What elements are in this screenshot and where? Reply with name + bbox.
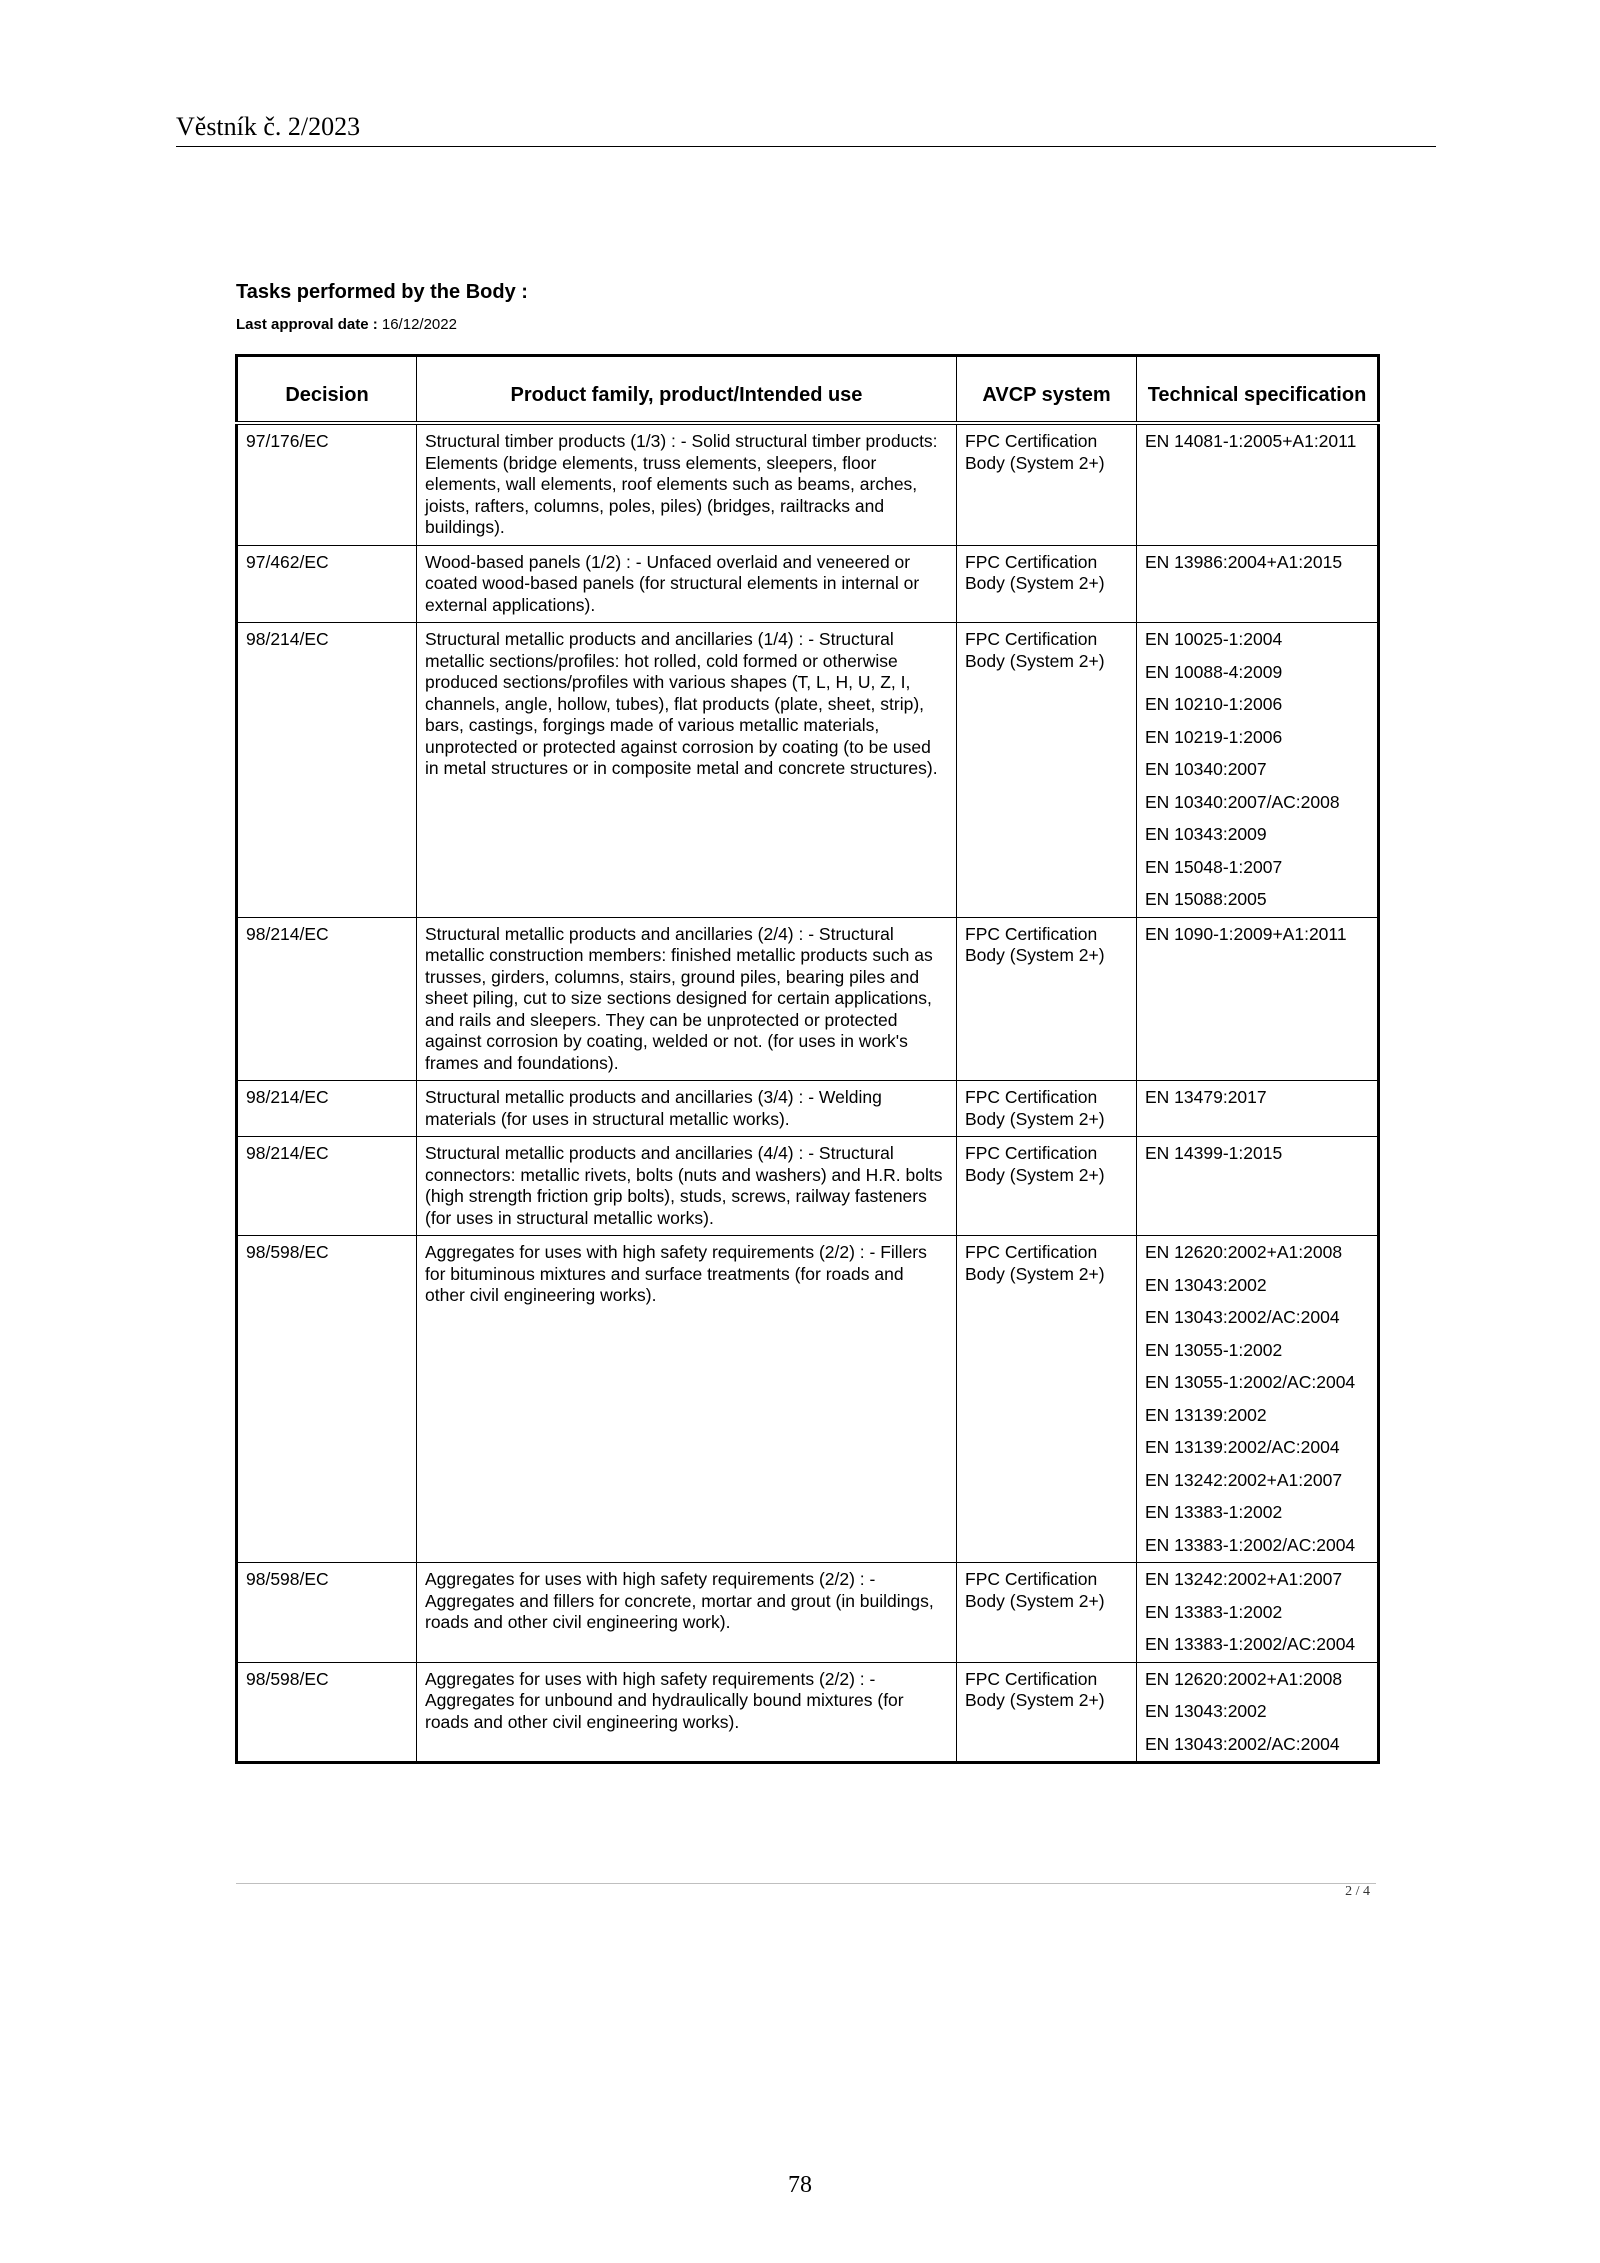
- table-row: [237, 1081, 1379, 1137]
- table-row: [237, 1137, 1379, 1236]
- product-cell: Aggregates for uses with high safety requirements (2/2) : - Aggregates and fillers for concrete, mortar and grout (in buildings, roads and other civil engineering work).: [417, 1563, 957, 1663]
- specification-item: EN 10340:2007/AC:2008: [1145, 791, 1340, 812]
- specification-item: EN 13043:2002/AC:2004: [1145, 1307, 1340, 1327]
- table-row: [237, 545, 1379, 623]
- avcp-cell: FPC Certification Body (System 2+): [957, 1137, 1137, 1236]
- technical-specification-cell: [1137, 545, 1379, 623]
- column-header-technical-specification: Technical specification: [1137, 356, 1379, 424]
- avcp-cell: FPC Certification Body (System 2+): [957, 1662, 1137, 1763]
- tasks-table-body: [237, 423, 1379, 1763]
- technical-specification-cell: [1137, 917, 1379, 1081]
- avcp-cell: FPC Certification Body (System 2+): [957, 1236, 1137, 1563]
- specification-item: EN 12620:2002+A1:2008: [1145, 1242, 1343, 1262]
- product-cell: Wood-based panels (1/2) : - Unfaced overlaid and veneered or coated wood-based panels (for structural elements in internal or external applications).: [417, 545, 957, 623]
- specification-item: EN 13139:2002/AC:2004: [1145, 1437, 1340, 1457]
- footer-divider: [236, 1883, 1376, 1884]
- specification-item: EN 10219-1:2006: [1145, 726, 1283, 747]
- specification-item: EN 1090-1:2009+A1:2011: [1145, 923, 1347, 944]
- technical-specification-cell: [1137, 1662, 1379, 1763]
- table-row: [237, 623, 1379, 918]
- specification-item: EN 13043:2002: [1145, 1274, 1267, 1295]
- decision-cell: 98/598/EC: [237, 1236, 417, 1563]
- column-header-product: Product family, product/Intended use: [417, 356, 957, 424]
- decision-cell: 98/214/EC: [237, 1137, 417, 1236]
- avcp-cell: FPC Certification Body (System 2+): [957, 423, 1137, 545]
- decision-cell: 98/214/EC: [237, 623, 417, 918]
- product-cell: Structural metallic products and ancillaries (3/4) : - Welding materials (for uses in structural metallic works).: [417, 1081, 957, 1137]
- avcp-cell: FPC Certification Body (System 2+): [957, 1563, 1137, 1663]
- page-number: 78: [788, 2172, 812, 2198]
- tasks-table: [235, 354, 1380, 1764]
- table-row: [237, 423, 1379, 545]
- product-cell: Aggregates for uses with high safety requirements (2/2) : - Fillers for bituminous mixtures and surface treatments (for roads and other civil engineering works).: [417, 1236, 957, 1563]
- specification-item: EN 13043:2002/AC:2004: [1145, 1733, 1340, 1754]
- table-row: [237, 1236, 1379, 1563]
- page-of-indicator: 2 / 4: [1345, 1884, 1370, 1899]
- approval-date-line: [236, 316, 457, 334]
- decision-cell: 98/214/EC: [237, 917, 417, 1081]
- product-cell: Structural metallic products and ancillaries (4/4) : - Structural connectors: metallic rivets, bolts (nuts and washers) and H.R. bolts (high strength friction grip bolts), studs, screws, railway fasteners (for uses in structural metallic works).: [417, 1137, 957, 1236]
- specification-item: EN 13383-1:2002/AC:2004: [1145, 1634, 1356, 1654]
- specification-item: EN 14081-1:2005+A1:2011: [1145, 431, 1357, 451]
- specification-item: EN 14399-1:2015: [1145, 1143, 1283, 1163]
- technical-specification-cell: [1137, 423, 1379, 545]
- specification-item: EN 13055-1:2002: [1145, 1339, 1283, 1360]
- specification-item: EN 13139:2002: [1145, 1404, 1267, 1425]
- decision-cell: 98/214/EC: [237, 1081, 417, 1137]
- specification-item: EN 13383-1:2002: [1145, 1502, 1283, 1522]
- avcp-cell: FPC Certification Body (System 2+): [957, 917, 1137, 1081]
- specification-item: EN 13055-1:2002/AC:2004: [1145, 1372, 1356, 1392]
- technical-specification-cell: [1137, 1563, 1379, 1663]
- table-row: [237, 917, 1379, 1081]
- specification-item: EN 10210-1:2006: [1145, 694, 1283, 714]
- table-row: [237, 1563, 1379, 1663]
- table-header-row: [237, 356, 1379, 424]
- specification-item: EN 10088-4:2009: [1145, 661, 1283, 682]
- technical-specification-cell: [1137, 1137, 1379, 1236]
- specification-item: EN 13986:2004+A1:2015: [1145, 551, 1343, 572]
- specification-item: EN 13383-1:2002: [1145, 1601, 1283, 1622]
- section-title: Tasks performed by the Body :: [236, 281, 528, 303]
- specification-item: EN 15088:2005: [1145, 889, 1267, 909]
- technical-specification-cell: [1137, 623, 1379, 918]
- specification-item: EN 10025-1:2004: [1145, 629, 1283, 649]
- specification-item: EN 13383-1:2002/AC:2004: [1145, 1534, 1356, 1555]
- avcp-cell: FPC Certification Body (System 2+): [957, 1081, 1137, 1137]
- approval-date-label: Last approval date :: [236, 316, 378, 333]
- avcp-cell: FPC Certification Body (System 2+): [957, 623, 1137, 918]
- product-cell: Structural metallic products and ancillaries (1/4) : - Structural metallic sections/profiles: hot rolled, cold formed or otherwise produced sections/profiles with various shapes (T, L, H, U, Z, I, channels, angle, hollow, tubes), flat products (plate, sheet, strip), bars, castings, forgings made of various metallic materials, unprotected or protected against corrosion by coating (to be used in metal structures or in composite metal and concrete structures).: [417, 623, 957, 918]
- specification-item: EN 13242:2002+A1:2007: [1145, 1469, 1343, 1490]
- specification-item: EN 10343:2009: [1145, 824, 1267, 844]
- decision-cell: 97/176/EC: [237, 423, 417, 545]
- decision-cell: 98/598/EC: [237, 1662, 417, 1763]
- running-header-title: Věstník č. 2/2023: [176, 112, 1436, 147]
- technical-specification-cell: [1137, 1236, 1379, 1563]
- approval-date-value: 16/12/2022: [381, 316, 457, 333]
- product-cell: Structural metallic products and ancillaries (2/4) : - Structural metallic construction members: finished metallic products such as trusses, girders, columns, stairs, ground piles, bearing piles and sheet piling, cut to size sections designed for certain applications, and rails and sleepers. They can be unprotected or protected against corrosion by coating, welded or not. (for uses in work's frames and foundations).: [417, 917, 957, 1081]
- specification-item: EN 10340:2007: [1145, 759, 1267, 779]
- decision-cell: 97/462/EC: [237, 545, 417, 623]
- table-row: [237, 1662, 1379, 1763]
- column-header-decision: Decision: [237, 356, 417, 424]
- specification-item: EN 15048-1:2007: [1145, 856, 1283, 877]
- avcp-cell: FPC Certification Body (System 2+): [957, 545, 1137, 623]
- column-header-avcp: AVCP system: [957, 356, 1137, 424]
- product-cell: Aggregates for uses with high safety requirements (2/2) : - Aggregates for unbound and hydraulically bound mixtures (for roads and other civil engineering works).: [417, 1662, 957, 1763]
- technical-specification-cell: [1137, 1081, 1379, 1137]
- specification-item: EN 13242:2002+A1:2007: [1145, 1569, 1343, 1589]
- product-cell: Structural timber products (1/3) : - Solid structural timber products: Elements (bridge elements, truss elements, sleepers, floor elements, wall elements, roof elements such as beams, arches, joists, rafters, columns, poles, piles) (bridges, railtracks and buildings).: [417, 423, 957, 545]
- specification-item: EN 13479:2017: [1145, 1087, 1267, 1107]
- specification-item: EN 12620:2002+A1:2008: [1145, 1668, 1343, 1689]
- decision-cell: 98/598/EC: [237, 1563, 417, 1663]
- specification-item: EN 13043:2002: [1145, 1701, 1267, 1721]
